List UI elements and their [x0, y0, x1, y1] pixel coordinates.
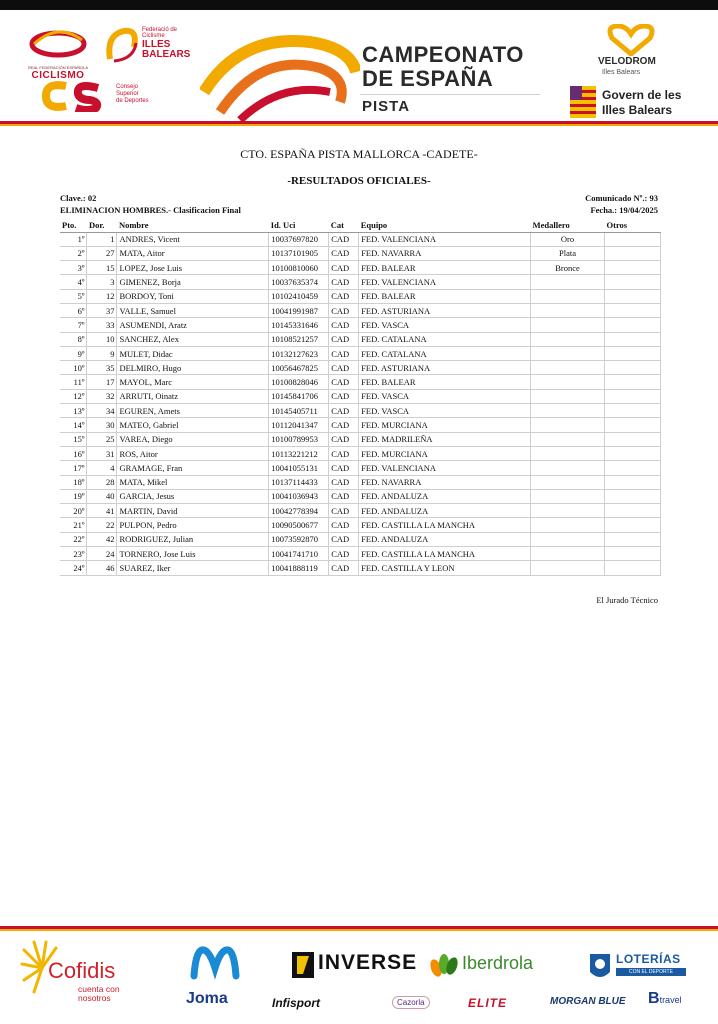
cell-uci: 10041991987: [269, 303, 329, 317]
table-row: [60, 432, 661, 446]
cell-medallero: Bronce: [531, 261, 605, 275]
loterias-logo: [588, 950, 688, 986]
cell-nombre: SANCHEZ, Alex: [117, 332, 269, 346]
cell-otros: [605, 489, 661, 503]
cell-dor: 24: [87, 547, 117, 561]
cell-cat: CAD: [329, 418, 359, 432]
cell-dor: 28: [87, 475, 117, 489]
cell-otros: [605, 532, 661, 546]
table-row: [60, 418, 661, 432]
cell-otros: [605, 504, 661, 518]
cell-cat: CAD: [329, 232, 359, 246]
table-row: [60, 446, 661, 460]
cell-dor: 35: [87, 361, 117, 375]
cell-equipo: FED. BALEAR: [359, 289, 531, 303]
btravel-logo: [648, 990, 682, 1008]
cell-dor: 30: [87, 418, 117, 432]
cell-nombre: MATEO, Gabriel: [117, 418, 269, 432]
col-header-medallero: Medallero: [531, 218, 605, 232]
velodrom-name: VELODROM: [598, 56, 656, 67]
cell-otros: [605, 375, 661, 389]
cell-equipo: FED. VALENCIANA: [359, 232, 531, 246]
govern-logo: [570, 86, 700, 122]
cell-dor: 27: [87, 246, 117, 260]
cell-otros: [605, 547, 661, 561]
cell-nombre: VALLE, Samuel: [117, 303, 269, 317]
cell-equipo: FED. BALEAR: [359, 261, 531, 275]
cell-nombre: MAYOL, Marc: [117, 375, 269, 389]
cell-medallero: [531, 303, 605, 317]
comunicado: Comunicado Nº.: 93: [585, 193, 658, 203]
table-row: [60, 518, 661, 532]
btravel-b: B: [648, 990, 660, 1007]
cell-equipo: FED. MURCIANA: [359, 418, 531, 432]
cell-uci: 10041741710: [269, 547, 329, 561]
csd-line1: Consejo: [116, 84, 139, 90]
cell-medallero: Plata: [531, 246, 605, 260]
cell-uci: 10113221212: [269, 446, 329, 460]
table-row: [60, 504, 661, 518]
csd-logo: [40, 80, 160, 112]
cell-otros: [605, 404, 661, 418]
fcib-line2: ILLES BALEARS: [142, 39, 191, 60]
col-header-otros: Otros: [605, 218, 661, 232]
cell-dor: 12: [87, 289, 117, 303]
elite-logo: ELITE: [468, 996, 508, 1010]
cell-equipo: FED. VASCA: [359, 404, 531, 418]
cell-otros: [605, 432, 661, 446]
header: [0, 10, 718, 120]
cell-cat: CAD: [329, 246, 359, 260]
cell-cat: CAD: [329, 318, 359, 332]
cell-uci: 10108521257: [269, 332, 329, 346]
cell-medallero: [531, 547, 605, 561]
cell-cat: CAD: [329, 446, 359, 460]
cell-pto: 18º: [60, 475, 87, 489]
iberdrola-leaves-icon: [428, 952, 458, 978]
cell-nombre: LOPEZ, Jose Luis: [117, 261, 269, 275]
cell-dor: 4: [87, 461, 117, 475]
cell-nombre: DELMIRO, Hugo: [117, 361, 269, 375]
movistar-m-icon: [190, 944, 240, 980]
cell-medallero: [531, 432, 605, 446]
cell-pto: 21º: [60, 518, 87, 532]
cell-pto: 3º: [60, 261, 87, 275]
cell-cat: CAD: [329, 375, 359, 389]
table-row: [60, 261, 661, 275]
cell-nombre: TORNERO, Jose Luis: [117, 547, 269, 561]
col-header-nombre: Nombre: [117, 218, 269, 232]
rfec-logo: [18, 28, 98, 81]
cell-medallero: [531, 275, 605, 289]
table-row: [60, 404, 661, 418]
cell-medallero: [531, 404, 605, 418]
cell-medallero: Oro: [531, 232, 605, 246]
cell-nombre: ARRUTI, Oinatz: [117, 389, 269, 403]
cell-cat: CAD: [329, 332, 359, 346]
cell-medallero: [531, 346, 605, 360]
cell-dor: 33: [87, 318, 117, 332]
col-header-pto: Pto.: [60, 218, 87, 232]
cell-nombre: SUAREZ, Iker: [117, 561, 269, 575]
cell-uci: 10037635374: [269, 275, 329, 289]
cell-pto: 16º: [60, 446, 87, 460]
header-stripe-orange: [0, 124, 718, 126]
cell-otros: [605, 389, 661, 403]
csd-line2: Superior: [116, 91, 139, 98]
col-header-uci: Id. Uci: [269, 218, 329, 232]
cell-pto: 5º: [60, 289, 87, 303]
cell-otros: [605, 475, 661, 489]
velodrom-heart-icon: [606, 24, 656, 56]
cell-pto: 11º: [60, 375, 87, 389]
csd-cs-icon: [40, 80, 104, 112]
cell-uci: 10145331646: [269, 318, 329, 332]
table-row: [60, 246, 661, 260]
cell-otros: [605, 318, 661, 332]
cell-equipo: FED. ANDALUZA: [359, 489, 531, 503]
cell-cat: CAD: [329, 261, 359, 275]
table-row: [60, 532, 661, 546]
cell-dor: 9: [87, 346, 117, 360]
cell-equipo: FED. CATALANA: [359, 332, 531, 346]
cell-cat: CAD: [329, 561, 359, 575]
cofidis-tag-line2: nosotros: [78, 993, 111, 1003]
cell-pto: 17º: [60, 461, 87, 475]
cell-dor: 32: [87, 389, 117, 403]
cell-cat: CAD: [329, 303, 359, 317]
cell-dor: 31: [87, 446, 117, 460]
cell-equipo: FED. NAVARRA: [359, 475, 531, 489]
cell-pto: 22º: [60, 532, 87, 546]
campeonato-line2: DE ESPAÑA: [362, 66, 494, 91]
cell-medallero: [531, 389, 605, 403]
cell-equipo: FED. VALENCIANA: [359, 275, 531, 289]
cell-otros: [605, 246, 661, 260]
cell-medallero: [531, 532, 605, 546]
cell-cat: CAD: [329, 346, 359, 360]
cell-nombre: EGUREN, Amets: [117, 404, 269, 418]
campeonato-logo: [200, 32, 560, 122]
cell-medallero: [531, 332, 605, 346]
cell-otros: [605, 289, 661, 303]
cell-medallero: [531, 504, 605, 518]
cell-nombre: ASUMENDI, Aratz: [117, 318, 269, 332]
table-row: [60, 318, 661, 332]
cell-pto: 15º: [60, 432, 87, 446]
clave: Clave.: 02: [60, 193, 97, 203]
iberdrola-name: Iberdrola: [462, 953, 534, 973]
cell-nombre: MATA, Aitor: [117, 246, 269, 260]
table-row: [60, 389, 661, 403]
govern-line1: Govern de les: [602, 88, 682, 102]
cell-dor: 25: [87, 432, 117, 446]
cell-otros: [605, 518, 661, 532]
cofidis-logo: [20, 940, 150, 1010]
cell-equipo: FED. ANDALUZA: [359, 532, 531, 546]
cell-medallero: [531, 561, 605, 575]
cell-dor: 41: [87, 504, 117, 518]
footer-stripe-orange: [0, 929, 718, 931]
cell-otros: [605, 332, 661, 346]
top-black-bar: [0, 0, 718, 10]
cell-otros: [605, 418, 661, 432]
cell-dor: 40: [87, 489, 117, 503]
cell-otros: [605, 446, 661, 460]
table-row: [60, 361, 661, 375]
cell-medallero: [531, 461, 605, 475]
fecha: Fecha.: 19/04/2025: [590, 205, 658, 215]
cell-uci: 10100810060: [269, 261, 329, 275]
cell-uci: 10137101905: [269, 246, 329, 260]
cell-dor: 37: [87, 303, 117, 317]
cell-pto: 8º: [60, 332, 87, 346]
inverse-logo: [292, 950, 418, 978]
movistar-logo: [190, 944, 240, 980]
cell-pto: 6º: [60, 303, 87, 317]
cell-cat: CAD: [329, 404, 359, 418]
cell-uci: 10037697820: [269, 232, 329, 246]
cell-pto: 7º: [60, 318, 87, 332]
cell-dor: 42: [87, 532, 117, 546]
cell-cat: CAD: [329, 432, 359, 446]
cell-uci: 10137114433: [269, 475, 329, 489]
col-header-dor: Dor.: [87, 218, 117, 232]
cell-uci: 10132127623: [269, 346, 329, 360]
campeonato-swoosh-icon: [200, 32, 360, 122]
cell-pto: 12º: [60, 389, 87, 403]
cell-pto: 10º: [60, 361, 87, 375]
fcib-line1: Federació de Ciclisme: [142, 27, 178, 39]
cell-equipo: FED. ANDALUZA: [359, 504, 531, 518]
cazorla-logo: Cazorla: [392, 996, 430, 1009]
cell-equipo: FED. VALENCIANA: [359, 461, 531, 475]
cell-medallero: [531, 375, 605, 389]
loterias-badge-icon: [588, 952, 612, 982]
cell-nombre: PULPON, Pedro: [117, 518, 269, 532]
cell-equipo: FED. VASCA: [359, 389, 531, 403]
loterias-sub: CON EL DEPORTE: [616, 968, 686, 976]
campeonato-line1: CAMPEONATO: [362, 42, 524, 67]
cell-cat: CAD: [329, 361, 359, 375]
inverse-name: INVERSE: [318, 951, 418, 974]
cell-pto: 4º: [60, 275, 87, 289]
cell-dor: 1: [87, 232, 117, 246]
cell-equipo: FED. NAVARRA: [359, 246, 531, 260]
table-row: [60, 232, 661, 246]
cell-dor: 17: [87, 375, 117, 389]
meta-row-2: [60, 205, 658, 215]
results-body: [60, 232, 661, 575]
table-row: [60, 489, 661, 503]
cell-dor: 15: [87, 261, 117, 275]
loterias-name: LOTERÍAS: [616, 952, 681, 966]
campeonato-divider: [360, 94, 540, 95]
cell-equipo: FED. CASTILLA LA MANCHA: [359, 547, 531, 561]
rfec-text: CICLISMO: [31, 70, 85, 81]
cell-cat: CAD: [329, 489, 359, 503]
cell-uci: 10102410459: [269, 289, 329, 303]
table-row: [60, 346, 661, 360]
event-title: CTO. ESPAÑA PISTA MALLORCA -CADETE-: [240, 147, 478, 161]
jury-signature: El Jurado Técnico: [596, 595, 658, 605]
race-title: ELIMINACION HOMBRES.- Clasificacion Final: [60, 205, 241, 215]
cell-medallero: [531, 361, 605, 375]
cell-medallero: [531, 518, 605, 532]
cell-equipo: FED. ASTURIANA: [359, 303, 531, 317]
cell-dor: 3: [87, 275, 117, 289]
cell-nombre: VAREA, Diego: [117, 432, 269, 446]
cell-pto: 13º: [60, 404, 87, 418]
btravel-text: travel: [659, 995, 682, 1005]
cell-nombre: MARTIN, David: [117, 504, 269, 518]
cell-pto: 24º: [60, 561, 87, 575]
velodrom-sub: Illes Balears: [602, 69, 641, 76]
cell-otros: [605, 275, 661, 289]
iberdrola-logo: [428, 952, 558, 980]
cell-nombre: ROS, Aitor: [117, 446, 269, 460]
table-row: [60, 332, 661, 346]
cell-cat: CAD: [329, 518, 359, 532]
fcib-logo: [104, 25, 191, 65]
rfec-small-text: REAL FEDERACIÓN ESPAÑOLA: [27, 65, 88, 70]
cell-uci: 10145841706: [269, 389, 329, 403]
cell-uci: 10100828046: [269, 375, 329, 389]
cell-nombre: MATA, Mikel: [117, 475, 269, 489]
cell-cat: CAD: [329, 532, 359, 546]
cell-equipo: FED. ASTURIANA: [359, 361, 531, 375]
cell-nombre: GARCIA, Jesus: [117, 489, 269, 503]
meta-row-1: [60, 193, 658, 203]
cell-uci: 10073592870: [269, 532, 329, 546]
cell-equipo: FED. BALEAR: [359, 375, 531, 389]
cell-pto: 20º: [60, 504, 87, 518]
cell-equipo: FED. VASCA: [359, 318, 531, 332]
col-header-equipo: Equipo: [359, 218, 531, 232]
cell-uci: 10100789953: [269, 432, 329, 446]
campeonato-line3: PISTA: [362, 98, 411, 115]
table-row: [60, 561, 661, 575]
cell-otros: [605, 303, 661, 317]
cell-pto: 9º: [60, 346, 87, 360]
infisport-logo: Infisport: [272, 996, 320, 1010]
cell-medallero: [531, 289, 605, 303]
cell-uci: 10042778394: [269, 504, 329, 518]
cell-cat: CAD: [329, 289, 359, 303]
cell-otros: [605, 232, 661, 246]
cell-medallero: [531, 446, 605, 460]
govern-line2: Illes Balears: [602, 103, 673, 117]
cell-medallero: [531, 489, 605, 503]
cell-equipo: FED. CASTILLA LA MANCHA: [359, 518, 531, 532]
cell-nombre: RODRIGUEZ, Julian: [117, 532, 269, 546]
cell-nombre: ANDRES, Vicent: [117, 232, 269, 246]
cell-medallero: [531, 475, 605, 489]
velodrom-logo: [590, 24, 690, 80]
cell-pto: 23º: [60, 547, 87, 561]
table-header-row: [60, 218, 661, 232]
cell-uci: 10041888119: [269, 561, 329, 575]
col-header-cat: Cat: [329, 218, 359, 232]
cell-uci: 10056467825: [269, 361, 329, 375]
table-row: [60, 289, 661, 303]
cell-dor: 34: [87, 404, 117, 418]
cell-cat: CAD: [329, 389, 359, 403]
cell-dor: 46: [87, 561, 117, 575]
table-row: [60, 303, 661, 317]
cofidis-tag-line1: cuenta con: [78, 984, 120, 994]
cell-equipo: FED. MURCIANA: [359, 446, 531, 460]
cell-medallero: [531, 418, 605, 432]
inverse-mark-icon: [292, 952, 314, 978]
cell-nombre: GIMENEZ, Borja: [117, 275, 269, 289]
cell-pto: 1º: [60, 232, 87, 246]
cell-equipo: FED. MADRILEÑA: [359, 432, 531, 446]
cell-equipo: FED. CASTILLA Y LEON: [359, 561, 531, 575]
cell-uci: 10041055131: [269, 461, 329, 475]
joma-logo: Joma: [186, 990, 228, 1007]
cell-cat: CAD: [329, 275, 359, 289]
cell-medallero: [531, 318, 605, 332]
cofidis-name: Cofidis: [48, 958, 116, 983]
cell-cat: CAD: [329, 547, 359, 561]
morgan-blue-logo: MORGAN BLUE: [550, 996, 626, 1007]
cell-otros: [605, 461, 661, 475]
cell-nombre: BORDOY, Toni: [117, 289, 269, 303]
balearic-flag-icon: [570, 86, 596, 118]
table-row: [60, 547, 661, 561]
cell-nombre: GRAMAGE, Fran: [117, 461, 269, 475]
cell-cat: CAD: [329, 475, 359, 489]
cell-pto: 14º: [60, 418, 87, 432]
table-row: [60, 461, 661, 475]
results-table: [60, 218, 661, 576]
cell-cat: CAD: [329, 504, 359, 518]
cell-uci: 10090500677: [269, 518, 329, 532]
csd-line3: de Deportes: [116, 98, 149, 105]
cell-cat: CAD: [329, 461, 359, 475]
fcib-swirl-icon: [104, 25, 140, 65]
cell-pto: 2º: [60, 246, 87, 260]
cell-uci: 10145405711: [269, 404, 329, 418]
cell-otros: [605, 346, 661, 360]
cell-otros: [605, 261, 661, 275]
cell-pto: 19º: [60, 489, 87, 503]
rfec-ring-icon: [28, 28, 88, 58]
cell-dor: 22: [87, 518, 117, 532]
cell-nombre: MULET, Didac: [117, 346, 269, 360]
table-row: [60, 375, 661, 389]
cell-otros: [605, 361, 661, 375]
cell-uci: 10112041347: [269, 418, 329, 432]
cell-uci: 10041036943: [269, 489, 329, 503]
table-row: [60, 475, 661, 489]
cell-equipo: FED. CATALANA: [359, 346, 531, 360]
results-title: -RESULTADOS OFICIALES-: [287, 175, 431, 187]
cell-dor: 10: [87, 332, 117, 346]
cell-otros: [605, 561, 661, 575]
table-row: [60, 275, 661, 289]
